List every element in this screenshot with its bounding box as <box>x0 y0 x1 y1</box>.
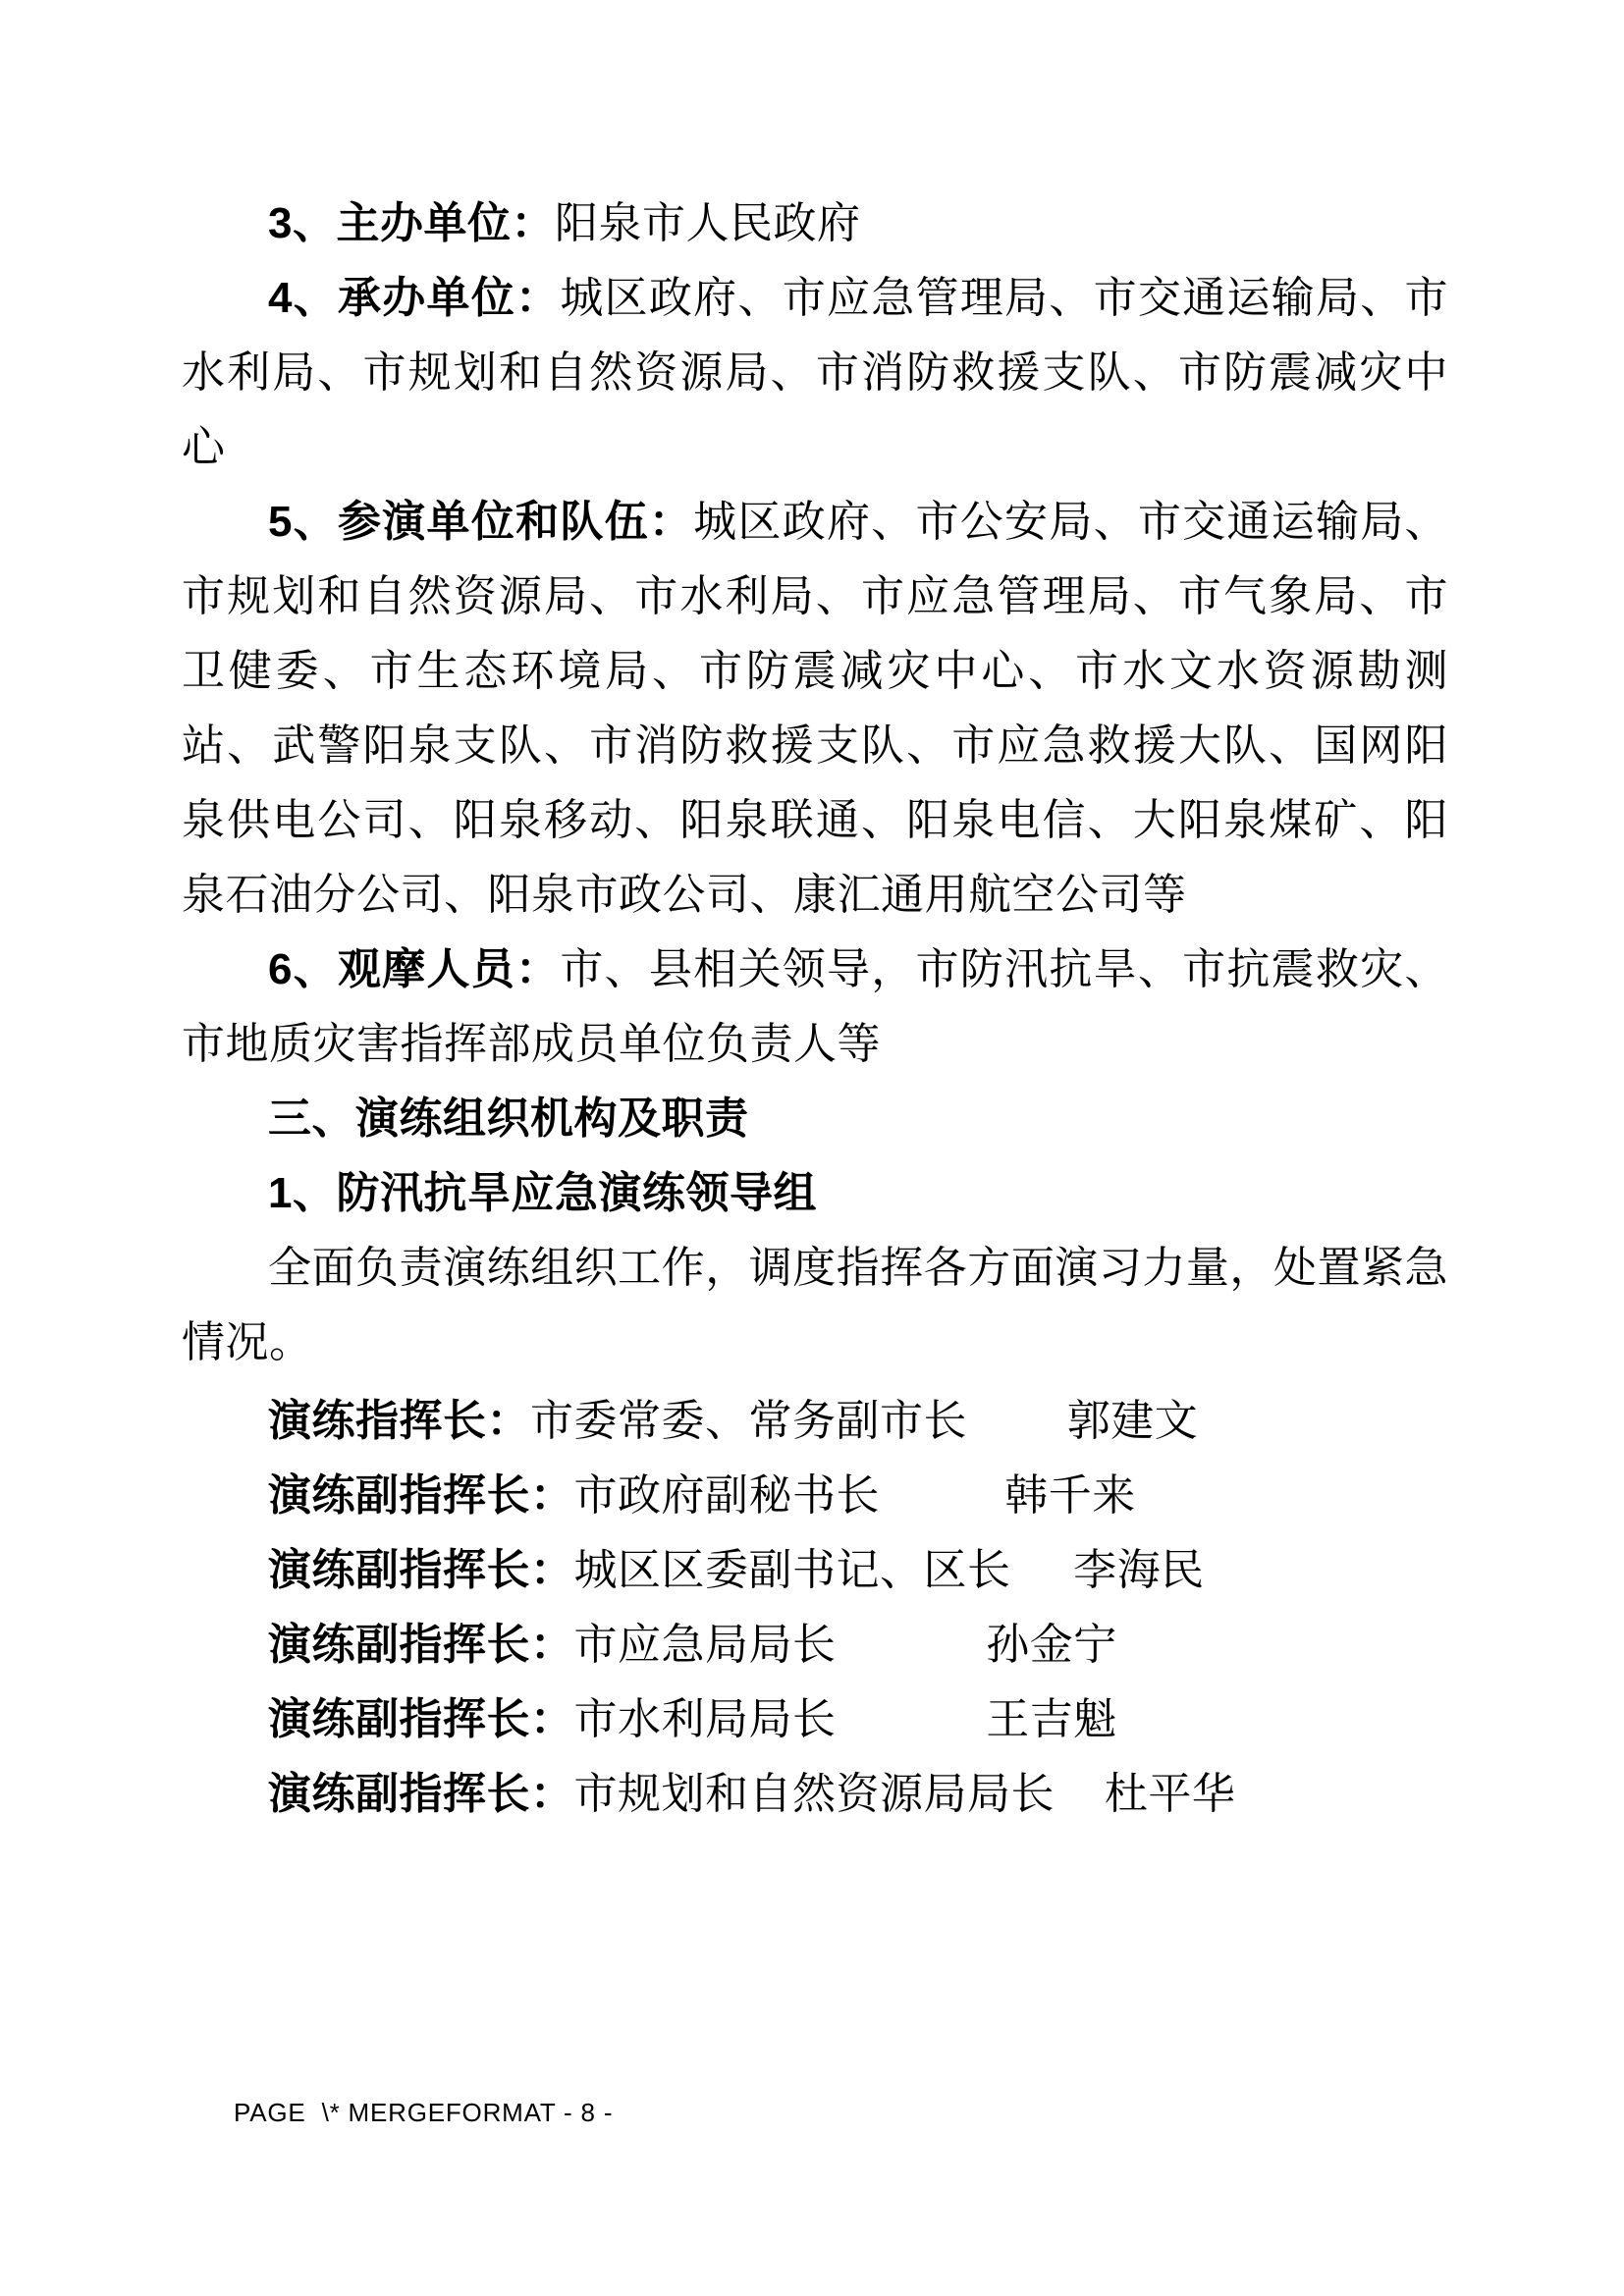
roster-role-label: 演练指挥长： <box>268 1397 530 1445</box>
roster-row <box>182 1533 1448 1608</box>
item-4-label: 4、承办单位： <box>268 274 561 322</box>
roster-role-label: 演练副指挥长： <box>268 1471 574 1520</box>
roster-name: 郭建文 <box>1066 1397 1199 1445</box>
item-6-text: 市、县相关领导，市防汛抗旱、市抗震救灾、市地质灾害指挥部成员单位负责人等 <box>182 945 1448 1068</box>
roster-title: 市应急局局长 <box>573 1621 837 1669</box>
roster-name: 杜平华 <box>1104 1770 1236 1818</box>
item-3-label: 3、主办单位： <box>268 199 555 247</box>
roster-name: 孙金宁 <box>986 1621 1117 1669</box>
roster-row <box>182 1459 1448 1533</box>
page-footer-field-code: PAGE \* MERGEFORMAT - 8 - <box>234 2098 614 2127</box>
roster-spacer <box>837 1621 987 1669</box>
roster-row <box>182 1608 1448 1682</box>
roster-spacer <box>1055 1770 1105 1818</box>
roster-title: 市规划和自然资源局局长 <box>573 1770 1055 1818</box>
subsection-body-responsibilities: 全面负责演练组织工作，调度指挥各方面演习力量，处置紧急情况。 <box>182 1244 1448 1366</box>
roster-name: 李海民 <box>1073 1546 1205 1594</box>
item-5-text: 城区政府、市公安局、市交通运输局、市规划和自然资源局、市水利局、市应急管理局、市气象局、市卫健委、市生态环境局、市防震减灾中心、市水文水资源勘测站、武警阳泉支队、市消防救援支队、市应急救援大队、国网阳泉供电公司、阳泉移动、阳泉联通、阳泉电信、大阳泉煤矿、阳泉石油分公司、阳泉市政公司、康汇通用航空公司等 <box>182 498 1448 919</box>
commander-roster <box>182 1384 1448 1832</box>
roster-title: 市政府副秘书长 <box>573 1471 880 1520</box>
section-heading-three: 三、演练组织机构及职责 <box>268 1095 749 1143</box>
roster-role-label: 演练副指挥长： <box>268 1695 574 1743</box>
roster-role-label: 演练副指挥长： <box>268 1546 574 1594</box>
roster-spacer <box>880 1471 1004 1520</box>
roster-title: 市委常委、常务副市长 <box>530 1397 967 1445</box>
roster-row <box>182 1682 1448 1757</box>
paragraph-item-5-participating-units <box>182 485 1448 933</box>
roster-row <box>182 1757 1448 1832</box>
item-5-label: 5、参演单位和队伍： <box>268 498 694 546</box>
roster-spacer <box>837 1695 987 1743</box>
roster-name: 韩千来 <box>1004 1471 1136 1520</box>
roster-role-label: 演练副指挥长： <box>268 1621 574 1669</box>
page-content <box>182 187 1448 1832</box>
paragraph-item-4-organizing-unit <box>182 261 1448 485</box>
roster-spacer <box>1011 1546 1074 1594</box>
roster-title: 市水利局局长 <box>573 1695 837 1743</box>
roster-row <box>182 1384 1448 1459</box>
roster-spacer <box>967 1397 1067 1445</box>
paragraph-item-6-observers <box>182 933 1448 1082</box>
item-6-label: 6、观摩人员： <box>268 945 561 993</box>
item-3-text: 阳泉市人民政府 <box>554 199 861 247</box>
roster-title: 城区区委副书记、区长 <box>573 1546 1011 1594</box>
roster-name: 王吉魁 <box>986 1695 1117 1743</box>
item-4-text: 城区政府、市应急管理局、市交通运输局、市水利局、市规划和自然资源局、市消防救援支队、市防震减灾中心 <box>182 274 1448 471</box>
subsection-heading-leading-group: 1、防汛抗旱应急演练领导组 <box>268 1169 817 1217</box>
roster-role-label: 演练副指挥长： <box>268 1770 574 1818</box>
paragraph-item-3-host-unit <box>182 187 1448 261</box>
